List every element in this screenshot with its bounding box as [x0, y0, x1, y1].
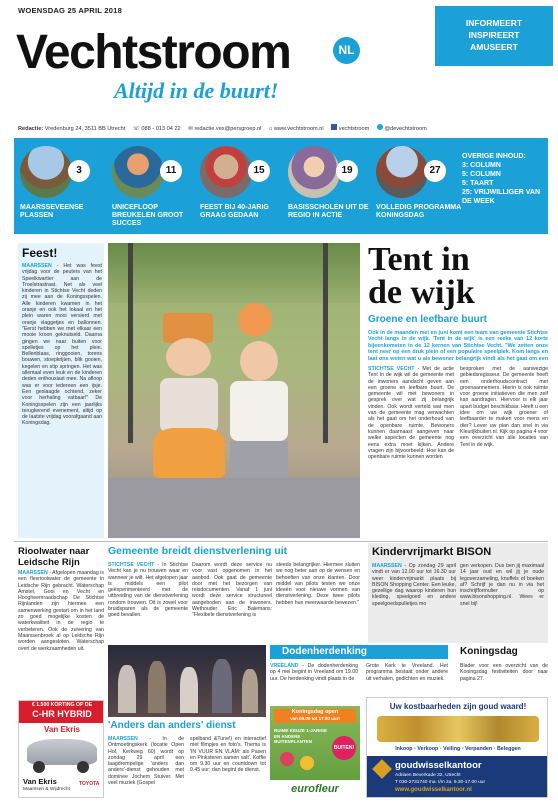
koning-title: Koningsdag [460, 646, 518, 657]
ad-hours: van 09.00 tot 17.00 uur! [290, 716, 340, 721]
photo-child2-face [240, 341, 278, 381]
ad-eurofleur[interactable] [270, 706, 360, 798]
anders-title: 'Anders dan anders' dienst [108, 720, 236, 731]
riool-title: Rioolwater naar Leidsche Rijn [18, 546, 90, 568]
photo-swing-pole [128, 243, 133, 443]
divider [14, 541, 548, 542]
teaser-caption: MAARSSEVEENSE PLASSEN [20, 204, 84, 219]
contact-twitter[interactable]: @devechtstroom [384, 126, 427, 132]
ad-banner [19, 701, 104, 723]
ad-city: Maarssen & Wijdrecht [23, 787, 70, 792]
kinder-title: Kindervrijmarkt BISON [372, 546, 492, 558]
tent-col1 [368, 366, 454, 538]
koning-body: Blader voor een overzicht van de Koningsdag festiviteiten door naar pagina 27. [460, 663, 548, 682]
ad-goud-tel: T 030-2731740 ma. t/m za. 9.30-17.00 uur [395, 780, 486, 785]
anders-col2: spelband &Tune!) en interactief met filmpjes en foto's. Thema is 'IN VUUR EN VLAM: als Pasen en Pinksteren samen valt'. Koffie om 9.30 uur en countdown tot 9.45 uur: dan begint de dienst. [190, 736, 266, 774]
anders-place: MAARSSEN [108, 736, 138, 742]
contact-web[interactable]: www.vechtstroom.nl [273, 126, 324, 132]
teaser-photo [20, 146, 72, 198]
feest-photo [108, 243, 360, 538]
kinder-col2: gen verkopen. Dus ben jij maximaal 14 jaar oud en wil jij je oude legoverzameling, knuffels of boeken af? Schrijf je dan nu in via het inschrijfformulier op www.bisonshopping.nl. Wees er snel bij! [460, 563, 544, 607]
feest-title: Feest! [22, 246, 58, 260]
ad-goud-address: Adriaen Beverkade 32, Utrecht [395, 773, 461, 778]
tent-title-line: de wijk [368, 274, 475, 311]
kinder-place: MAARSSEN [372, 563, 402, 569]
ad-goud-url[interactable]: www.goudwisselkantoor.nl [395, 787, 472, 793]
ad-name: Van Ekris [23, 777, 57, 786]
issue-date: WOENSDAG 25 APRIL 2018 [18, 6, 122, 15]
tagline: Altijd in de buurt! [114, 78, 279, 103]
dienst-col1 [108, 562, 188, 640]
ad-buiten-badge: BUITEN! [332, 736, 356, 760]
riool-body [18, 570, 104, 700]
photo-child-shirt [160, 378, 218, 433]
teaser-page-number: 27 [424, 160, 446, 182]
redactie-label: Redactie: [18, 126, 44, 132]
ad-goud-footer [367, 756, 548, 798]
kinder-col1 [372, 563, 456, 641]
slogan-line: AMUSEERT [470, 42, 518, 52]
ad-goud-header: Uw kostbaarheden zijn goud waard! [389, 702, 527, 711]
dienst-col1-text: - In Stichtse Vecht kan je nu trouwen waar en wanneer je wilt. Het afgelopen jaar is middels een pilot geëxperimenteerd met de uitbreiding van de dienstverlening rondom trouwen. Dit is zowel voor bruidsparen als de gemeente goed bevallen. [108, 562, 188, 619]
teaser-item[interactable] [18, 142, 106, 230]
ad-goud-service: Veiling [443, 746, 461, 752]
teaser-item[interactable] [198, 142, 286, 230]
contact-email[interactable]: redactie.ves@persgroep.nl [194, 126, 262, 132]
other-content-item[interactable]: 3: COLUMN [462, 162, 501, 169]
teaser-photo [288, 146, 340, 198]
toyota-logo: TOYOTA [79, 781, 100, 787]
masthead-title: Vechtstroom [16, 26, 291, 79]
tent-col2: besproken met de aanwezige gebiedsregisseur. De gemeente heeft een onderhoudscontract met groenaannemers. Hierin is ook ruimte voor groene initiatieven die men zelf kan aandragen. Hiervoor is elk jaar apart budget beschikbaar. Heeft u een idee om uw wijk groener of leefbaarder te maken voor mens en dier? Lever uw plan dan snel in via Kleurijkbuiten.nl. Kijk op pagina 4 voor een overzicht van alle locaties van Tent in de wijk. [460, 366, 548, 448]
anders-photo [108, 645, 266, 717]
ad-goud-service: Verpanden [465, 746, 493, 752]
photo-person [212, 659, 232, 713]
riool-place: MAARSSEN [18, 570, 48, 576]
feest-place: MAARSSEN [22, 263, 52, 269]
photo-child2-shirt [230, 381, 288, 441]
web-icon: ⌂ [268, 126, 273, 132]
photo-pavement [108, 478, 360, 538]
teaser-item[interactable] [374, 142, 462, 230]
photo-child2-pants [230, 441, 288, 481]
teaser-caption: VOLLEDIG PROGRAMMA KONINGSDAG [376, 204, 461, 219]
ad-brand: Van Ekris [43, 725, 81, 734]
tent-place: STICHTSE VECHT [368, 366, 415, 372]
kinder-col1-text: - Op zondag 29 april vindt er van 12.00 uur tot 16.30 uur weer kindervrijmarkt plaats bij BISON Shopping Center. Een leuke, gezellige dag waarop kinderen hun kleding, speelgoed en andere speelgoedspulletjes mo [372, 563, 456, 607]
teaser-caption: FEEST BIJ 40-JARIG GRAAG GEDAAN [200, 204, 269, 219]
feest-body [22, 263, 102, 537]
flower-icon [300, 756, 314, 770]
contact-line [18, 124, 548, 132]
ad-model: C-HR HYBRID [32, 709, 92, 719]
email-icon: ✉ [188, 126, 193, 132]
teaser-caption: UNICEFLOOP BREUKELEN GROOT SUCCES [112, 204, 184, 227]
teaser-photo [200, 146, 252, 198]
doden-title: Dodenherdenking [270, 645, 448, 659]
ad-goud-services: Inkoop • Verkoop • Veiling • Verpanden • Beleggen [395, 746, 521, 752]
ad-goud-service: Beleggen [496, 746, 521, 752]
teaser-photo [112, 146, 164, 198]
teaser-page-number: 15 [248, 160, 270, 182]
photo-person [180, 667, 198, 713]
slogan-line: INFORMEERT [465, 18, 523, 28]
photo-child-face [166, 338, 211, 376]
teaser-item[interactable] [110, 142, 198, 230]
car-wheel [77, 761, 89, 773]
feest-text: - Het was feest vrijdag voor de peuters van het Speelkwartier aan de Troelstrastraat. Net als veel kinderen in Stichtse Vecht deden zij mee aan de Koningsspelen. Alle kinderen kwamen in het oranje en ook het lokaal en het plein waren mooi versierd met oranje vlaggetjes en ballonnen. "Eerst hebben we met elkaar een mooie kroon geknutseld. Daarna gingen we naar buiten voor spelletjes op het plein. Bellenblaas, ringgooien, torens bouwen, stoepkrijten, blik gooien, kegelen en stip springen. Het was allemaal even leuk en de kinderen deden enthousiast mee. Na afloop was er voor iedereen een ijsje. Een geslaagde ochtend, zeker voor herhaling vatbaar!" De Koningsspelen zijn een jaarlijks terugkerend evenement, altijd op de laatste vrijdag voorafgaand aan Koningsdag. [22, 263, 102, 427]
photo-person [148, 661, 166, 713]
ad-goud-name: goudwisselkantoor [395, 760, 482, 771]
photo-person [118, 665, 136, 713]
ad-offer: RUIME KEUZE 1-JARIGE EN ANDERE BUITENPLANTEN [274, 728, 328, 744]
photo-tutu [153, 428, 225, 478]
anders-col1-text: - In de Ontmoetingskerk (locatie Open Hof, Kerkweg 60) wordt op zondag 29 april een laagdrempelige 'anders dan anders'-dienst gehouden met dominee Jochem Stuiver. Met veel muziek (Gospel [108, 736, 184, 787]
contact-address: Vredenburg 24, 3511 BB Utrecht [44, 126, 126, 132]
dienst-title: Gemeente breidt dienstverlening uit [108, 545, 288, 557]
flower-icon [280, 752, 294, 766]
doden-place: VREELAND [270, 663, 299, 669]
slogan-box [435, 6, 553, 66]
jewelry-image [377, 716, 539, 742]
eurofleur-logo: eurofleur [270, 780, 360, 798]
teaser-photo [376, 146, 428, 198]
dienst-place: STICHTSE VECHT [108, 562, 155, 568]
teaser-page-number: 3 [68, 160, 90, 182]
teaser-caption: BASISSCHOLEN UIT DE REGIO IN ACTIE [288, 204, 369, 219]
goud-logo-icon [372, 759, 392, 779]
contact-facebook[interactable]: vechtstroom [338, 126, 370, 132]
teaser-item[interactable] [286, 142, 374, 230]
nl-badge: NL [333, 37, 360, 64]
ad-discount: € 1.500 KORTING OP DE [31, 702, 93, 708]
tent-title [368, 243, 475, 309]
riool-text: - Afgelopen maandag is een flesrioolwater de gemeente in Leidsche Rijn gebracht. Waterschap Amstel, Gooi en Vecht en Hoogheemraadschap De Stichtse Rijnlanden zijn hiermee een samenwerking gestart om in het land zo goed mogelijke kosten de waterkwaliteit in de regio te verbeteren. Ook de zuivering van Maarssenbroek al op Leidsche Rijn worden aangesloten. Waterschap overt de werkzaamheden uit. [18, 570, 104, 652]
teaser-page-number: 19 [336, 160, 358, 182]
tent-intro: Ook in de maanden mei en juni komt een team van gemeente Stichtse Vecht langs in de wijk. 'Tent in de wijk' is een reeks van 12 korte bijeenkomsten in de 12 kernen van Stichtse Vecht. "We zetten onze tent neer op een druk plein of een populaire speelplek. Kom langs en laat ons weten wat u als bewoner belangrijk vindt als het gaat om een [368, 330, 548, 362]
ad-goud[interactable] [366, 697, 548, 798]
car-wheel [33, 761, 45, 773]
anders-col1 [108, 736, 184, 798]
ad-goud-service: Inkoop [395, 746, 413, 752]
phone-icon: ☏ [132, 126, 140, 132]
ad-goud-service: Verkoop [417, 746, 439, 752]
ad-vanekris[interactable] [18, 700, 104, 798]
other-content-item[interactable]: 5: COLUMN [462, 171, 501, 178]
photo-person [242, 669, 258, 713]
facebook-icon [331, 124, 337, 130]
photo-balloon [238, 303, 272, 337]
other-content-item[interactable]: 5: TAART [462, 180, 494, 187]
tent-subtitle: Groene en leefbare buurt [368, 314, 487, 325]
photo-swing-pole [323, 243, 328, 443]
doden-col1 [270, 663, 358, 703]
ad-open-banner [274, 709, 356, 723]
ad-open-text: Koningsdag open [291, 709, 339, 715]
dienst-col2: Daarom wordt deze service nu voor vast opgenomen in het aanbod. Ook gaat de gemeente door met het bezorgen van reisdocumenten. Vanaf 1 juni wordt deze service structureel aangeboden aan de inwoners. Wethouder Eric Balemans: "Flexibele dienstverlening is [192, 562, 272, 619]
dienst-col3: steeds belangrijker. Hiermee sluiten we nog beter aan op de wensen en behoeften van onze klanten. Door middel van pilots testen we onze ideeën voor nieuwe vormen van dienstverlening. Deze twee pilots hebben hun meerwaarde bewezen." [276, 562, 360, 606]
teaser-page-number: 11 [160, 160, 182, 182]
other-content [462, 152, 548, 206]
tent-title-line: Tent in [368, 241, 470, 278]
tent-col1-text: - Met de actie Tent in de wijk wil de gemeente met de inwoners aandacht geven aan een groene en leefbare buurt. De gemeente wil met bewoners in gesprek over wat zij belangrijk vinden. Ook wordt verteld wat men van de gemeente mag verwachten als het gaat om het onderhoud van de openbare ruimte. Bewoners kunnen daarnaast aangeven naar welke aspecten de gemeente nog eens extra moet kijken. Andere vragen zijn bijvoorbeeld: Hoe kan de openbare ruimte kunnen worden [368, 366, 454, 461]
twitter-icon [377, 124, 383, 130]
doden-col2: Grote Kerk te Vreeland. Het programma bestaat onder andere uit verhalen, gedichten en muziek. [366, 663, 448, 682]
other-content-title: OVERIGE INHOUD: [462, 153, 526, 160]
slogan-line: INSPIREERT [468, 30, 520, 40]
contact-phone: 088 - 013 04 22 [141, 126, 181, 132]
doden-col1-text: - De dodenherdenking op 4 mei begint in Vreeland om 19.00 uur. De herdenking vindt plaats in de [270, 663, 358, 682]
other-content-item[interactable]: 25: VRIJWILLIGER VAN DE WEEK [462, 189, 541, 205]
